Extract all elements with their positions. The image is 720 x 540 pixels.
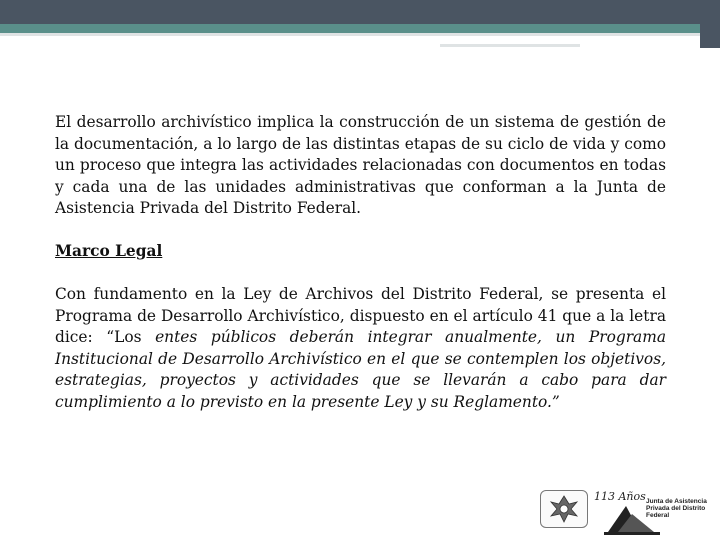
header-accent-line <box>0 24 700 33</box>
anniversary-mark: 113 Años <box>594 490 646 503</box>
legal-quote: entes públicos deberán integrar anualmente, un Programa Institucional de Desarrollo Archivístico en el que se contemplen los objetivos, estrategias, proyectos y actividades que se llevarán a cabo para dar cumplimiento a lo previsto en la presente Ley y su Reglamento.” <box>55 328 666 411</box>
footer-logos <box>540 490 710 534</box>
header-divider <box>0 33 700 36</box>
jap-logo <box>594 492 706 532</box>
section-heading: Marco Legal <box>55 242 163 260</box>
legal-paragraph <box>55 284 666 413</box>
slide-body <box>55 112 666 413</box>
header-bar <box>0 0 705 24</box>
government-seal-logo <box>540 490 588 528</box>
header-divider-short <box>440 44 580 47</box>
header-corner-block <box>700 0 720 48</box>
intro-paragraph: El desarrollo archivístico implica la construcción de un sistema de gestión de la documentación, a lo largo de las distintas etapas de su ciclo de vida y como un proceso que integra las actividades relacionadas con documentos en todas y cada una de las unidades administrativas que conforman a la Junta de Asistencia Privada del Distrito Federal. <box>55 113 666 217</box>
jap-logo-text: Junta de Asistencia Privada del Distrito Federal <box>646 498 707 519</box>
legal-paragraph-intro: Con fundamento en la Ley de Archivos del Distrito Federal, se presenta el Programa de Desarrollo Archivístico, dispuesto en el artículo 41 que a la letra dice: “Los <box>55 285 666 346</box>
